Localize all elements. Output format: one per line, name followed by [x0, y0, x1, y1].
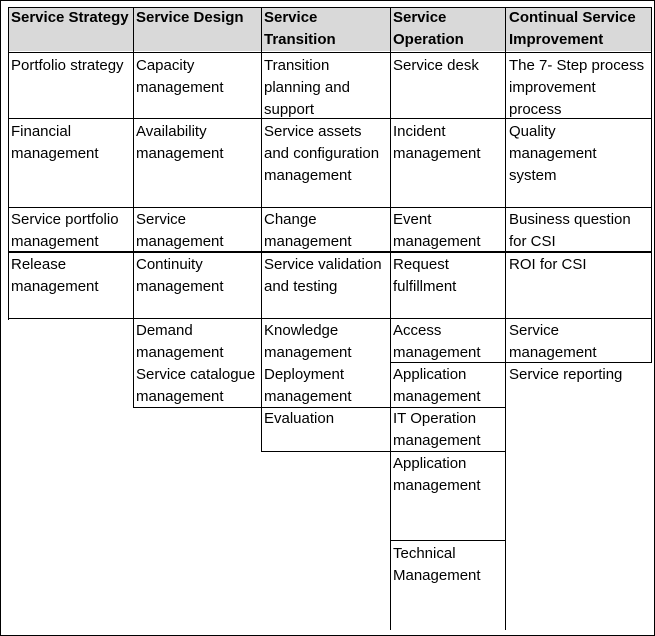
cell-continuity-management: Continuity management: [136, 256, 224, 295]
cell-capacity-management: Capacity management: [136, 57, 224, 96]
cell-deployment-management: Deployment management: [264, 366, 352, 405]
cell-change-management: Change management: [264, 211, 352, 250]
cell-it-operation-management: IT Operation management: [393, 410, 481, 449]
cell-application-management: Application management: [393, 366, 481, 405]
cell-request-fulfillment: Request fulfillment: [393, 256, 457, 295]
cell-incident-management: Incident management: [393, 123, 481, 162]
cell-service-validation-testing: Service validation and testing: [264, 256, 382, 295]
grid-line: [8, 318, 652, 319]
cell-quality-management-system: Quality management system: [509, 123, 597, 184]
cell-transition-planning: Transition planning and support: [264, 57, 350, 118]
cell-service-reporting: Service reporting: [509, 366, 623, 383]
grid-line: [8, 7, 652, 8]
header-service-design: Service Design: [136, 9, 244, 26]
cell-application-management-2: Application management: [393, 455, 481, 494]
cell-service-assets-configuration: Service assets and configuration management: [264, 123, 380, 184]
grid-line: [261, 7, 262, 452]
header-service-transition: Service Transition: [264, 9, 336, 48]
cell-knowledge-management: Knowledge management: [264, 322, 352, 361]
cell-seven-step-process: The 7- Step process improvement process: [509, 57, 645, 118]
header-service-operation: Service Operation: [393, 9, 464, 48]
cell-service-catalogue-management: Service catalogue management: [136, 366, 256, 405]
grid-line: [8, 52, 652, 53]
cell-service-management: Service management: [136, 211, 224, 250]
cell-financial-management: Financial management: [11, 123, 99, 162]
grid-line: [390, 540, 506, 541]
cell-service-portfolio-management: Service portfolio management: [11, 211, 119, 250]
cell-technical-management: Technical Management: [393, 545, 481, 584]
cell-access-management: Access management: [393, 322, 481, 361]
grid-line: [8, 7, 9, 320]
grid-line: [8, 207, 652, 208]
cell-portfolio-strategy: Portfolio strategy: [11, 57, 124, 74]
grid-line: [651, 7, 652, 363]
cell-availability-management: Availability management: [136, 123, 224, 162]
header-continual-service-improvement: Continual Service Improvement: [509, 9, 636, 48]
cell-demand-management: Demand management: [136, 322, 224, 361]
cell-event-management: Event management: [393, 211, 481, 250]
header-service-strategy: Service Strategy: [11, 9, 129, 26]
cell-evaluation: Evaluation: [264, 410, 335, 427]
cell-roi-for-csi: ROI for CSI: [509, 256, 587, 273]
cell-business-question-csi: Business question for CSI: [509, 211, 631, 250]
cell-csi-service-management: Service management: [509, 322, 597, 361]
cell-release-management: Release management: [11, 256, 99, 295]
cell-service-desk: Service desk: [393, 57, 479, 74]
